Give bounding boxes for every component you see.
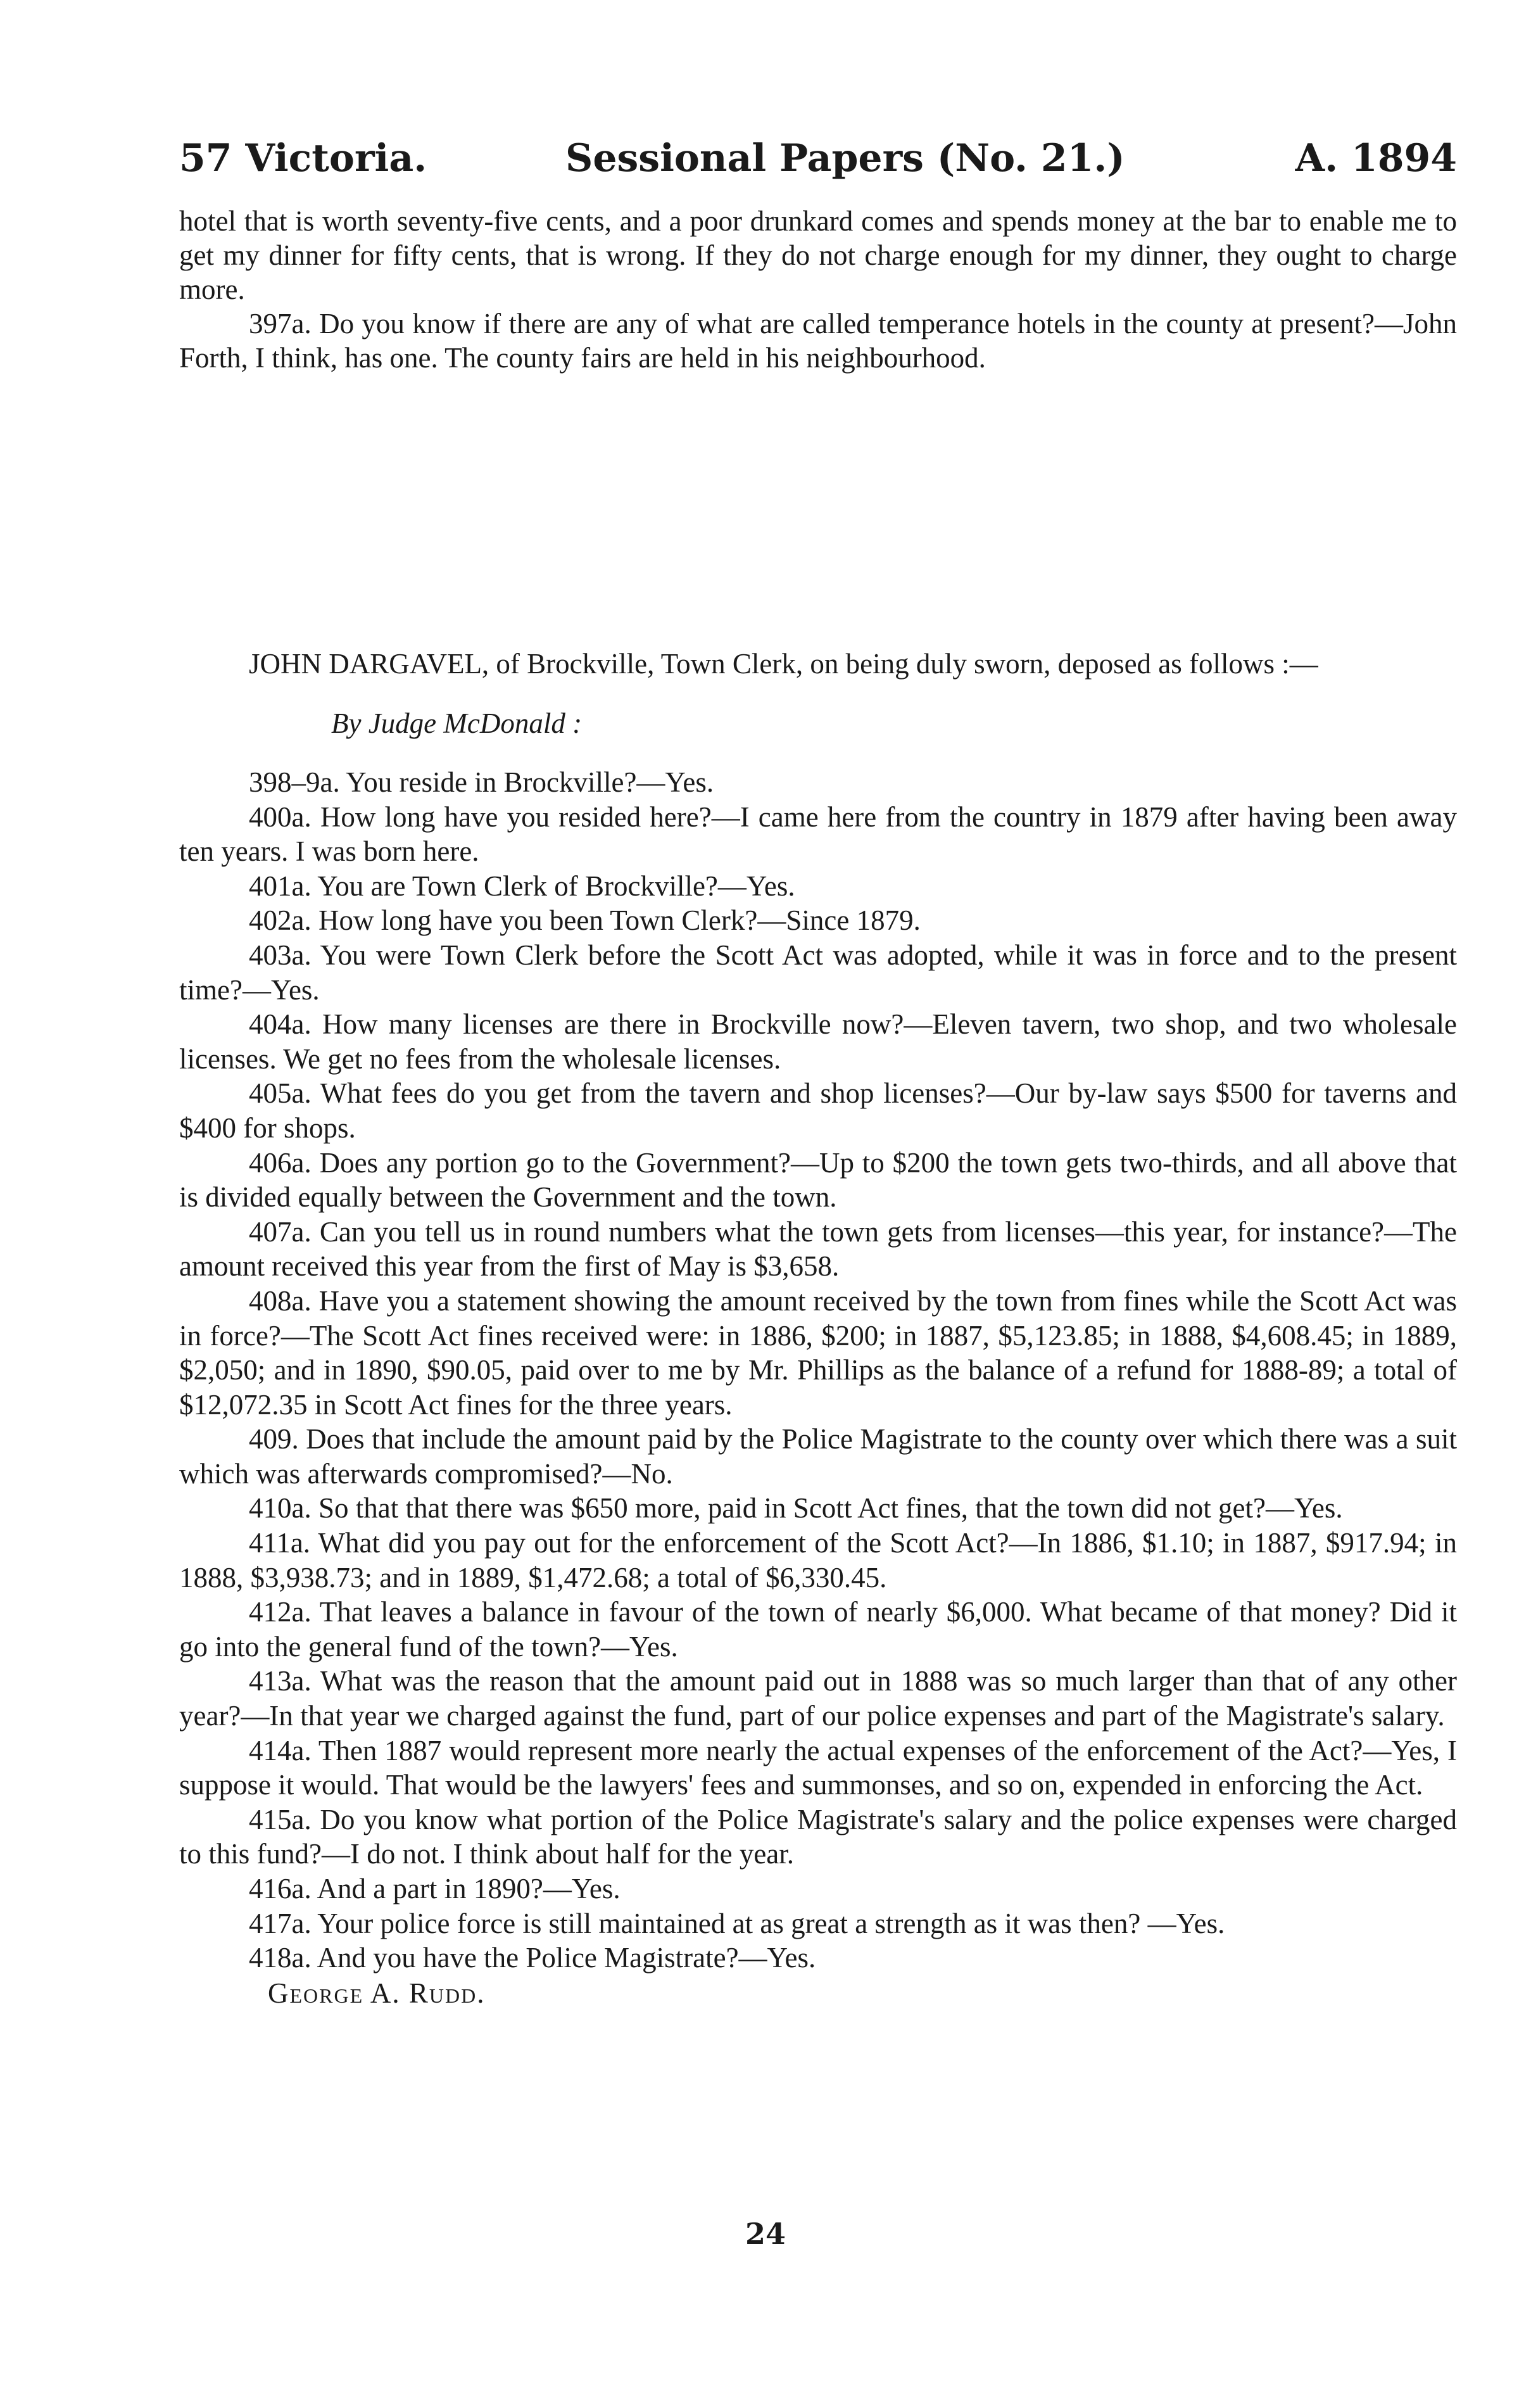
qa-paragraph: 406a. Does any portion go to the Government?—Up to $200 the town gets two-thirds, and all above that is divided equally between the Government and the town. [179,1146,1457,1214]
continued-testimony [179,204,1457,375]
paragraph: 397a. Do you know if there are any of what are called temperance hotels in the county at present?—John Forth, I think, has one. The county fairs are held in his neighbourhood. [179,308,1457,374]
qa-paragraph: 407a. Can you tell us in round numbers what the town gets from licenses—this year, for instance?—The amount received this year from the first of May is $3,658. [179,1215,1457,1283]
qa-paragraph: 401a. You are Town Clerk of Brockville?—Yes. [249,870,795,902]
qa-paragraph: 411a. What did you pay out for the enforcement of the Scott Act?—In 1886, $1.10; in 1887, $917.94; in 1888, $3,938.73; and in 1889, $1,472.68; a total of $6,330.45. [179,1527,1457,1594]
qa-paragraph: 413a. What was the reason that the amount paid out in 1888 was so much larger than that of any other year?—In that year we charged against the fund, part of our police expenses and part of the Magistrate's salary. [179,1665,1457,1732]
witness-signature: George A. Rudd. [268,1977,486,2009]
qa-paragraph: 418a. And you have the Police Magistrate?—Yes. [249,1942,816,1974]
witness-introduction: JOHN DARGAVEL, of Brockville, Town Clerk, on being duly sworn, deposed as follows :— [249,648,1318,680]
qa-paragraph: 414a. Then 1887 would represent more nearly the actual expenses of the enforcement of the Act?—Yes, I suppose it would. That would be the lawyers' fees and summonses, and so on, expended in enforcing the Act. [179,1734,1457,1801]
qa-paragraph: 416a. And a part in 1890?—Yes. [249,1873,621,1904]
year-label: A. 1894 [1295,136,1457,181]
page-number: 24 [745,2217,786,2251]
qa-paragraph: 409. Does that include the amount paid by the Police Magistrate to the county over which there was a suit which was afterwards compromised?—No. [179,1423,1457,1490]
qa-paragraph: 410a. So that that there was $650 more, paid in Scott Act fines, that the town did not get?—Yes. [249,1492,1343,1524]
qa-paragraph: 398–9a. You reside in Brockville?—Yes. [249,766,714,798]
qa-paragraph: 400a. How long have you resided here?—I came here from the country in 1879 after having been away ten years. I was born here. [179,801,1457,868]
qa-paragraph: 408a. Have you a statement showing the amount received by the town from fines while the Scott Act was in force?—The Scott Act fines received were: in 1886, $200; in 1887, $5,123.85; in 1888, $4,608.45; in 1889, $2,050; and in 1890, $90.05, paid over to me by Mr. Phillips as the balance of a refund for 1888-89; a total of $12,072.35 in Scott Act fines for the three years. [179,1284,1457,1421]
qa-paragraph: 402a. How long have you been Town Clerk?—Since 1879. [249,904,921,937]
running-header [179,127,1457,190]
qa-paragraph: 405a. What fees do you get from the tavern and shop licenses?—Our by-law says $500 for taverns and $400 for shops. [179,1077,1457,1144]
examiner-heading: By Judge McDonald : [331,707,583,739]
qa-paragraph: 404a. How many licenses are there in Brockville now?—Eleven tavern, two shop, and two wholesale licenses. We get no fees from the wholesale licenses. [179,1008,1457,1075]
qa-paragraph: 403a. You were Town Clerk before the Scott Act was adopted, while it was in force and to the present time?—Yes. [179,939,1457,1006]
question-answer-list [179,765,1457,1975]
qa-paragraph: 412a. That leaves a balance in favour of the town of nearly $6,000. What became of that money? Did it go into the general fund of the town?—Yes. [179,1596,1457,1663]
paragraph: hotel that is worth seventy-five cents, and a poor drunkard comes and spends money at the bar to enable me to get my dinner for fifty cents, that is wrong. If they do not charge enough for my dinner, they ought to charge more. [179,205,1457,305]
qa-paragraph: 417a. Your police force is still maintained at as great a strength as it was then? —Yes. [249,1907,1225,1939]
qa-paragraph: 415a. Do you know what portion of the Police Magistrate's salary and the police expenses were charged to this fund?—I do not. I think about half for the year. [179,1803,1457,1870]
publication-title: Sessional Papers (No. 21.) [565,136,1125,181]
session-label: 57 Victoria. [179,136,427,181]
witness-testimony [179,646,1457,2011]
